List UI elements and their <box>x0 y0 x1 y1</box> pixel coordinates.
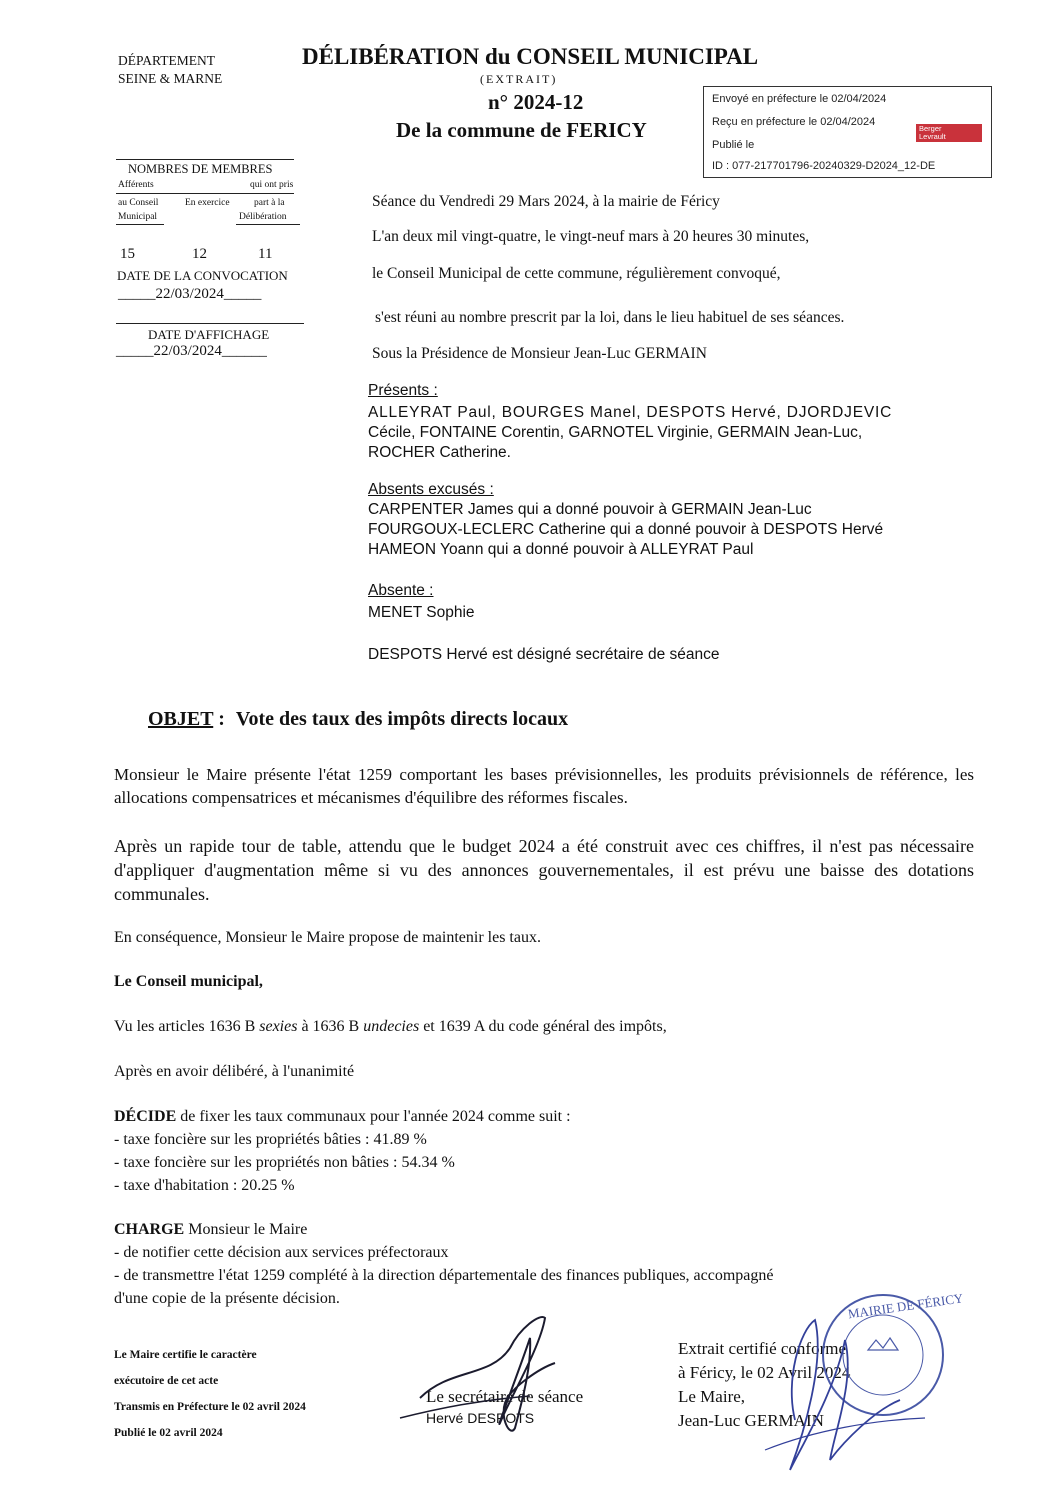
members-col1-line3: Municipal <box>118 212 158 222</box>
members-col3-line1: qui ont pris <box>250 180 294 190</box>
members-col3-line2: part à la <box>254 198 285 208</box>
footer-publie: Publié le 02 avril 2024 <box>114 1427 223 1439</box>
charge-item-2: - de transmettre l'état 1259 complété à la direction départementale des finances publiques, accompagné <box>114 1267 774 1284</box>
footer-executoire: exécutoire de cet acte <box>114 1375 219 1387</box>
charge-line <box>114 1221 307 1239</box>
presents-line-1: ALLEYRAT Paul, BOURGES Manel, DESPOTS Hervé, DJORDJEVIC <box>368 404 893 421</box>
seance-line-1: Séance du Vendredi 29 Mars 2024, à la mairie de Féricy <box>372 193 720 210</box>
objet-label: OBJET <box>148 708 214 730</box>
presents-label: Présents : <box>368 382 438 399</box>
absents-line-2: FOURGOUX-LECLERC Catherine qui a donné pouvoir à DESPOTS Hervé <box>368 521 884 538</box>
maire-name: Jean-Luc GERMAIN <box>678 1411 824 1430</box>
members-col3-line3: Délibération <box>239 212 287 222</box>
absents-line-1: CARPENTER James qui a donné pouvoir à GERMAIN Jean-Luc <box>368 501 812 518</box>
extrait-label: (EXTRAIT) <box>480 72 558 86</box>
prefecture-stamp <box>703 86 992 178</box>
berger-levrault-logo: Berger Levrault <box>916 124 982 142</box>
seance-line-3: le Conseil Municipal de cette commune, régulièrement convoqué, <box>372 265 781 282</box>
svg-text:MAIRIE DE FÉRICY: MAIRIE DE FÉRICY <box>846 1290 965 1322</box>
charge-label: CHARGE <box>114 1221 185 1238</box>
members-col1-line2: au Conseil <box>118 198 159 208</box>
delibere-line: Après en avoir délibéré, à l'unanimité <box>114 1063 355 1080</box>
extrait-certifie: Extrait certifié conforme <box>678 1339 847 1358</box>
presents-line-2: Cécile, FONTAINE Corentin, GARNOTEL Virginie, GERMAIN Jean-Luc, <box>368 424 863 441</box>
convocation-date: _____22/03/2024_____ <box>118 286 262 302</box>
departement-block <box>118 52 222 88</box>
maire-label: Le Maire, <box>678 1387 746 1406</box>
members-rule-2 <box>116 193 294 194</box>
conseil-label: Le Conseil municipal, <box>114 973 263 990</box>
absente-line-1: MENET Sophie <box>368 604 475 621</box>
charge-item-1: - de notifier cette décision aux services préfectoraux <box>114 1244 449 1261</box>
decide-text: de fixer les taux communaux pour l'année 2024 comme suit : <box>176 1108 571 1125</box>
members-rule-3b <box>236 224 300 225</box>
charge-text: Monsieur le Maire <box>184 1221 308 1238</box>
document-title: DÉLIBÉRATION du CONSEIL MUNICIPAL <box>302 44 759 69</box>
absents-label: Absents excusés : <box>368 481 494 498</box>
taux-non-batie: - taxe foncière sur les propriétés non bâties : 54.34 % <box>114 1154 455 1171</box>
members-col1-line1: Afférents <box>118 180 154 190</box>
objet-line <box>148 708 568 731</box>
body-paragraph-3: En conséquence, Monsieur le Maire propose de maintenir les taux. <box>114 929 541 946</box>
maire-signature <box>735 1300 935 1490</box>
affichage-date: _____22/03/2024______ <box>116 343 267 359</box>
commune-title: De la commune de FERICY <box>396 118 647 142</box>
affichage-rule <box>116 323 304 324</box>
seance-line-2: L'an deux mil vingt-quatre, le vingt-neuf mars à 20 heures 30 minutes, <box>372 228 810 245</box>
seance-line-4: s'est réuni au nombre prescrit par la loi, dans le lieu habituel de ses séances. <box>375 309 845 326</box>
secretaire-designation: DESPOTS Hervé est désigné secrétaire de séance <box>368 646 720 663</box>
absents-line-3: HAMEON Yoann qui a donné pouvoir à ALLEYRAT Paul <box>368 541 754 558</box>
taux-habitation: - taxe d'habitation : 20.25 % <box>114 1177 295 1194</box>
convocation-label: DATE DE LA CONVOCATION <box>117 268 288 283</box>
extrait-lieu-date: à Féricy, le 02 Avril 2024 <box>678 1363 851 1382</box>
affichage-label: DATE D'AFFICHAGE <box>148 327 270 342</box>
members-col2-line2: En exercice <box>185 198 230 208</box>
body-paragraph-2: Après un rapide tour de table, attendu que le budget 2024 a été construit avec ces chiffres, il n'est pas nécessaire d'appliquer d'augmentation même si vu des annonces gouvernementales, il est prévu une baisse des dotations communales. <box>114 836 974 904</box>
vu-articles: Vu les articles 1636 B sexies à 1636 B undecies et 1639 A du code général des impôts, <box>114 1018 667 1035</box>
decide-line <box>114 1108 571 1126</box>
decide-label: DÉCIDE <box>114 1108 177 1125</box>
presents-line-3: ROCHER Catherine. <box>368 444 511 461</box>
seance-line-5: Sous la Présidence de Monsieur Jean-Luc GERMAIN <box>372 345 707 362</box>
objet-text: Vote des taux des impôts directs locaux <box>235 708 569 730</box>
members-rule-3a <box>116 224 164 225</box>
members-rule <box>116 159 294 160</box>
absente-label: Absente : <box>368 582 434 599</box>
stamp-recu: Reçu en préfecture le 02/04/2024 <box>712 116 876 128</box>
departement-name: SEINE & MARNE <box>118 71 223 86</box>
members-title: NOMBRES DE MEMBRES <box>128 162 273 176</box>
members-afferents: 15 <box>120 246 135 262</box>
objet-sep: : <box>218 708 225 730</box>
departement-label: DÉPARTEMENT <box>118 53 215 68</box>
stamp-id: ID : 077-217701796-20240329-D2024_12-DE <box>712 160 936 172</box>
stamp-publie: Publié le <box>712 139 755 151</box>
stamp-envoye: Envoyé en préfecture le 02/04/2024 <box>712 93 887 105</box>
charge-item-3: d'une copie de la présente décision. <box>114 1290 340 1307</box>
body-paragraph-1: Monsieur le Maire présente l'état 1259 comportant les bases prévisionnelles, les produits prévisionnels de référence, les allocations compensatrices et mécanismes d'équilibre des réformes fiscales. <box>114 765 974 807</box>
secretaire-label: Le secrétaire de séance <box>426 1387 584 1406</box>
footer-certifie: Le Maire certifie le caractère <box>114 1349 257 1361</box>
absente-label-wrap <box>368 582 434 600</box>
members-en-exercice: 12 <box>192 246 207 262</box>
deliberation-number: n° 2024-12 <box>488 90 584 114</box>
footer-transmis: Transmis en Préfecture le 02 avril 2024 <box>114 1401 306 1413</box>
secretaire-name: Hervé DESPOTS <box>426 1410 535 1426</box>
taux-batie: - taxe foncière sur les propriétés bâties : 41.89 % <box>114 1131 427 1148</box>
secretaire-signature <box>380 1308 570 1448</box>
members-votants: 11 <box>258 246 273 262</box>
